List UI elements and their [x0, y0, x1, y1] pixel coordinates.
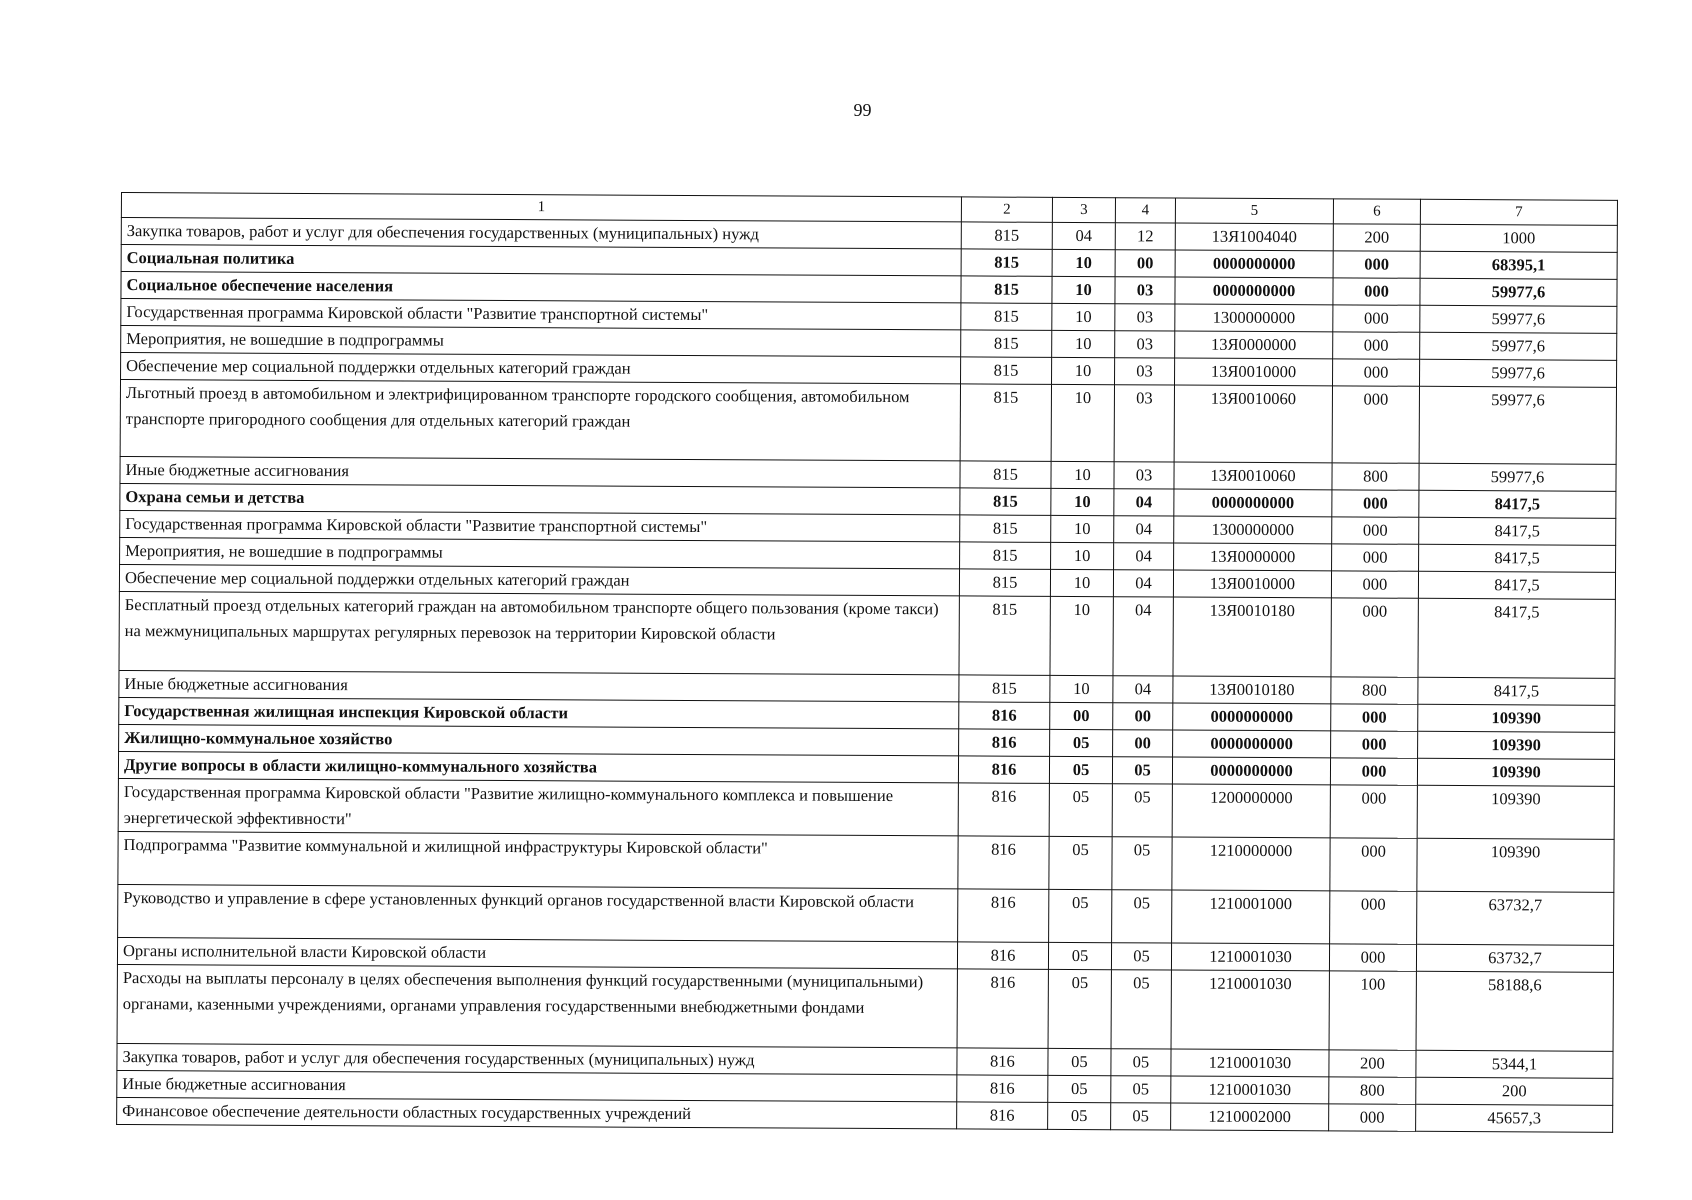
amount-cell: 59977,6 [1420, 305, 1617, 333]
header-cell-1: 1 [121, 193, 961, 222]
table-body [117, 218, 1618, 1133]
subsection-code-cell: 05 [1112, 757, 1172, 784]
ministry-code-cell: 815 [960, 384, 1051, 461]
target-article-cell: 13Я0000000 [1174, 543, 1332, 571]
subsection-code-cell: 04 [1114, 489, 1174, 516]
section-code-cell: 10 [1051, 488, 1114, 515]
section-code-cell: 10 [1052, 249, 1115, 276]
amount-cell: 109390 [1417, 838, 1614, 892]
section-code-cell: 05 [1048, 1102, 1111, 1129]
target-article-cell: 1200000000 [1172, 784, 1330, 838]
expense-type-cell: 000 [1332, 544, 1419, 571]
amount-cell: 59977,6 [1419, 386, 1616, 464]
target-article-cell: 13Я0010060 [1174, 462, 1332, 490]
expense-type-cell: 000 [1330, 838, 1417, 891]
expense-type-cell: 200 [1329, 1050, 1416, 1077]
row-title-cell: Органы исполнительной власти Кировской области [117, 937, 957, 968]
section-code-cell: 10 [1051, 384, 1114, 461]
expense-type-cell: 800 [1332, 463, 1419, 490]
target-article-cell: 0000000000 [1175, 277, 1333, 305]
subsection-code-cell: 04 [1113, 570, 1173, 597]
ministry-code-cell: 816 [958, 836, 1049, 889]
target-article-cell: 13Я0010060 [1174, 385, 1332, 463]
ministry-code-cell: 815 [959, 675, 1050, 702]
target-article-cell: 1210002000 [1171, 1103, 1329, 1131]
row-title-cell: Жилищно-коммунальное хозяйство [119, 724, 959, 755]
ministry-code-cell: 816 [957, 1102, 1048, 1129]
amount-cell: 59977,6 [1419, 463, 1616, 491]
ministry-code-cell: 815 [961, 303, 1052, 330]
amount-cell: 45657,3 [1416, 1104, 1613, 1132]
target-article-cell: 1300000000 [1174, 516, 1332, 544]
section-code-cell: 10 [1051, 461, 1114, 488]
target-article-cell: 0000000000 [1173, 703, 1331, 731]
amount-cell: 8417,5 [1418, 571, 1615, 599]
subsection-code-cell: 03 [1115, 331, 1175, 358]
expense-type-cell: 800 [1331, 677, 1418, 704]
expense-type-cell: 000 [1332, 490, 1419, 517]
ministry-code-cell: 816 [959, 729, 1050, 756]
row-title-cell: Государственная программа Кировской области "Развитие транспортной системы" [121, 299, 961, 330]
table-row [118, 778, 1614, 839]
table-row [118, 884, 1614, 945]
subsection-code-cell: 03 [1114, 385, 1174, 462]
amount-cell: 8417,5 [1419, 517, 1616, 545]
subsection-code-cell: 03 [1115, 304, 1175, 331]
target-article-cell: 13Я0000000 [1175, 331, 1333, 359]
amount-cell: 5344,1 [1416, 1050, 1613, 1078]
amount-cell: 200 [1416, 1077, 1613, 1105]
expense-type-cell: 000 [1330, 785, 1417, 838]
row-title-cell: Закупка товаров, работ и услуг для обеспечения государственных (муниципальных) нужд [117, 1043, 957, 1074]
section-code-cell: 05 [1048, 969, 1111, 1048]
amount-cell: 109390 [1418, 704, 1615, 732]
subsection-code-cell: 04 [1114, 516, 1174, 543]
expense-type-cell: 000 [1331, 598, 1418, 677]
amount-cell: 109390 [1417, 758, 1614, 786]
expense-type-cell: 000 [1331, 571, 1418, 598]
header-cell-2: 2 [961, 197, 1052, 222]
row-title-cell: Бесплатный проезд отдельных категорий граждан на автомобильном транспорте общего пользования (кроме такси) на межмуниципальных маршрутах регулярных перевозок на территории Кировской области [119, 591, 959, 674]
row-title-cell: Иные бюджетные ассигнования [117, 1070, 957, 1101]
row-title-cell: Государственная жилищная инспекция Кировской области [119, 697, 959, 728]
subsection-code-cell: 05 [1112, 784, 1172, 837]
amount-cell: 8417,5 [1419, 490, 1616, 518]
expense-type-cell: 800 [1329, 1077, 1416, 1104]
subsection-code-cell: 05 [1111, 1049, 1171, 1076]
amount-cell: 63732,7 [1416, 944, 1613, 972]
row-title-cell: Мероприятия, не вошедшие в подпрограммы [121, 326, 961, 357]
section-code-cell: 05 [1050, 729, 1113, 756]
section-code-cell: 05 [1049, 889, 1112, 942]
row-title-cell: Финансовое обеспечение деятельности областных государственных учреждений [117, 1097, 957, 1128]
header-cell-3: 3 [1052, 197, 1115, 222]
header-cell-7: 7 [1420, 199, 1617, 225]
row-title-cell: Иные бюджетные ассигнования [119, 670, 959, 701]
amount-cell: 1000 [1420, 224, 1617, 252]
ministry-code-cell: 815 [959, 596, 1050, 675]
amount-cell: 63732,7 [1417, 891, 1614, 945]
subsection-code-cell: 05 [1112, 837, 1172, 890]
target-article-cell: 1210001030 [1171, 1049, 1329, 1077]
expense-type-cell: 000 [1329, 944, 1416, 971]
subsection-code-cell: 03 [1115, 358, 1175, 385]
subsection-code-cell: 12 [1115, 223, 1175, 250]
section-code-cell: 10 [1050, 596, 1113, 675]
budget-table [116, 192, 1618, 1133]
section-code-cell: 10 [1051, 542, 1114, 569]
target-article-cell: 0000000000 [1173, 730, 1331, 758]
ministry-code-cell: 815 [960, 488, 1051, 515]
section-code-cell: 05 [1049, 756, 1112, 783]
row-title-cell: Подпрограмма "Развитие коммунальной и жилищной инфраструктуры Кировской области" [118, 831, 958, 888]
amount-cell: 109390 [1417, 785, 1614, 839]
subsection-code-cell: 05 [1111, 970, 1171, 1049]
row-title-cell: Обеспечение мер социальной поддержки отдельных категорий граждан [119, 564, 959, 595]
expense-type-cell: 000 [1333, 278, 1420, 305]
table-row [117, 964, 1613, 1051]
ministry-code-cell: 815 [960, 542, 1051, 569]
ministry-code-cell: 816 [957, 1075, 1048, 1102]
subsection-code-cell: 05 [1112, 890, 1172, 943]
target-article-cell: 13Я0010000 [1173, 570, 1331, 598]
table-row [119, 591, 1615, 678]
ministry-code-cell: 815 [961, 276, 1052, 303]
row-title-cell: Государственная программа Кировской области "Развитие транспортной системы" [120, 510, 960, 541]
section-code-cell: 10 [1052, 276, 1115, 303]
subsection-code-cell: 00 [1113, 703, 1173, 730]
amount-cell: 59977,6 [1420, 359, 1617, 387]
target-article-cell: 1210001030 [1171, 943, 1329, 971]
row-title-cell: Иные бюджетные ассигнования [120, 456, 960, 487]
section-code-cell: 10 [1052, 330, 1115, 357]
row-title-cell: Охрана семьи и детства [120, 483, 960, 514]
section-code-cell: 04 [1052, 222, 1115, 249]
ministry-code-cell: 816 [958, 783, 1049, 836]
row-title-cell: Другие вопросы в области жилищно-коммунального хозяйства [118, 751, 958, 782]
row-title-cell: Закупка товаров, работ и услуг для обеспечения государственных (муниципальных) нужд [121, 218, 961, 249]
target-article-cell: 1210001030 [1171, 1076, 1329, 1104]
section-code-cell: 05 [1049, 783, 1112, 836]
target-article-cell: 0000000000 [1175, 250, 1333, 278]
amount-cell: 59977,6 [1420, 278, 1617, 306]
subsection-code-cell: 04 [1113, 676, 1173, 703]
ministry-code-cell: 815 [961, 330, 1052, 357]
section-code-cell: 10 [1051, 515, 1114, 542]
subsection-code-cell: 05 [1111, 943, 1171, 970]
row-title-cell: Льготный проезд в автомобильном и электрифицированном транспорте городского сообщения, автомобильном транспорте пригородного сообщения для отдельных категорий граждан [120, 380, 960, 461]
target-article-cell: 1210000000 [1172, 837, 1330, 891]
section-code-cell: 05 [1049, 836, 1112, 889]
ministry-code-cell: 815 [959, 569, 1050, 596]
section-code-cell: 05 [1048, 1048, 1111, 1075]
amount-cell: 8417,5 [1418, 598, 1615, 678]
amount-cell: 8417,5 [1418, 677, 1615, 705]
target-article-cell: 13Я0010000 [1175, 358, 1333, 386]
section-code-cell: 10 [1050, 675, 1113, 702]
row-title-cell: Расходы на выплаты персоналу в целях обеспечения выполнения функций государственными (муниципальными) органами, казенными учреждениями, органами управления государственными внебюджетными фондами [117, 964, 957, 1047]
target-article-cell: 0000000000 [1174, 489, 1332, 517]
table-row [118, 831, 1614, 892]
amount-cell: 8417,5 [1419, 544, 1616, 572]
amount-cell: 68395,1 [1420, 251, 1617, 279]
ministry-code-cell: 816 [958, 756, 1049, 783]
expense-type-cell: 000 [1330, 891, 1417, 944]
row-title-cell: Социальное обеспечение населения [121, 272, 961, 303]
expense-type-cell: 000 [1331, 704, 1418, 731]
subsection-code-cell: 05 [1111, 1103, 1171, 1130]
row-title-cell: Обеспечение мер социальной поддержки отдельных категорий граждан [121, 353, 961, 384]
section-code-cell: 05 [1048, 1075, 1111, 1102]
target-article-cell: 0000000000 [1172, 757, 1330, 785]
amount-cell: 58188,6 [1416, 971, 1613, 1051]
subsection-code-cell: 04 [1114, 543, 1174, 570]
expense-type-cell: 200 [1333, 224, 1420, 251]
target-article-cell: 13Я0010180 [1173, 676, 1331, 704]
ministry-code-cell: 815 [961, 249, 1052, 276]
section-code-cell: 10 [1050, 569, 1113, 596]
amount-cell: 109390 [1418, 731, 1615, 759]
section-code-cell: 05 [1048, 942, 1111, 969]
expense-type-cell: 100 [1329, 971, 1416, 1050]
expense-type-cell: 000 [1332, 386, 1419, 463]
ministry-code-cell: 815 [960, 461, 1051, 488]
target-article-cell: 13Я1004040 [1175, 223, 1333, 251]
expense-type-cell: 000 [1333, 251, 1420, 278]
subsection-code-cell: 04 [1113, 597, 1173, 676]
section-code-cell: 10 [1052, 303, 1115, 330]
expense-type-cell: 000 [1333, 332, 1420, 359]
ministry-code-cell: 816 [959, 702, 1050, 729]
ministry-code-cell: 816 [958, 889, 1049, 942]
page-number: 99 [853, 100, 872, 120]
expense-type-cell: 000 [1333, 359, 1420, 386]
ministry-code-cell: 815 [960, 515, 1051, 542]
header-cell-6: 6 [1333, 199, 1420, 224]
target-article-cell: 1300000000 [1175, 304, 1333, 332]
header-cell-4: 4 [1115, 198, 1175, 223]
subsection-code-cell: 05 [1111, 1076, 1171, 1103]
subsection-code-cell: 00 [1113, 730, 1173, 757]
expense-type-cell: 000 [1333, 305, 1420, 332]
ministry-code-cell: 816 [957, 1048, 1048, 1075]
expense-type-cell: 000 [1331, 731, 1418, 758]
ministry-code-cell: 815 [961, 222, 1052, 249]
expense-type-cell: 000 [1330, 758, 1417, 785]
subsection-code-cell: 03 [1114, 462, 1174, 489]
ministry-code-cell: 816 [957, 969, 1048, 1048]
section-code-cell: 10 [1052, 357, 1115, 384]
amount-cell: 59977,6 [1420, 332, 1617, 360]
expense-type-cell: 000 [1329, 1104, 1416, 1131]
row-title-cell: Государственная программа Кировской области "Развитие жилищно-коммунального комплекса и повышение энергетической эффективности" [118, 778, 958, 835]
header-cell-5: 5 [1175, 198, 1333, 224]
subsection-code-cell: 00 [1115, 250, 1175, 277]
target-article-cell: 13Я0010180 [1173, 597, 1331, 677]
ministry-code-cell: 815 [961, 357, 1052, 384]
row-title-cell: Социальная политика [121, 245, 961, 276]
section-code-cell: 00 [1050, 702, 1113, 729]
target-article-cell: 1210001000 [1172, 890, 1330, 944]
target-article-cell: 1210001030 [1171, 970, 1329, 1050]
subsection-code-cell: 03 [1115, 277, 1175, 304]
row-title-cell: Руководство и управление в сфере установленных функций органов государственной власти Кировской области [118, 884, 958, 941]
ministry-code-cell: 816 [957, 942, 1048, 969]
row-title-cell: Мероприятия, не вошедшие в подпрограммы [120, 537, 960, 568]
table-row [120, 380, 1616, 465]
expense-type-cell: 000 [1332, 517, 1419, 544]
